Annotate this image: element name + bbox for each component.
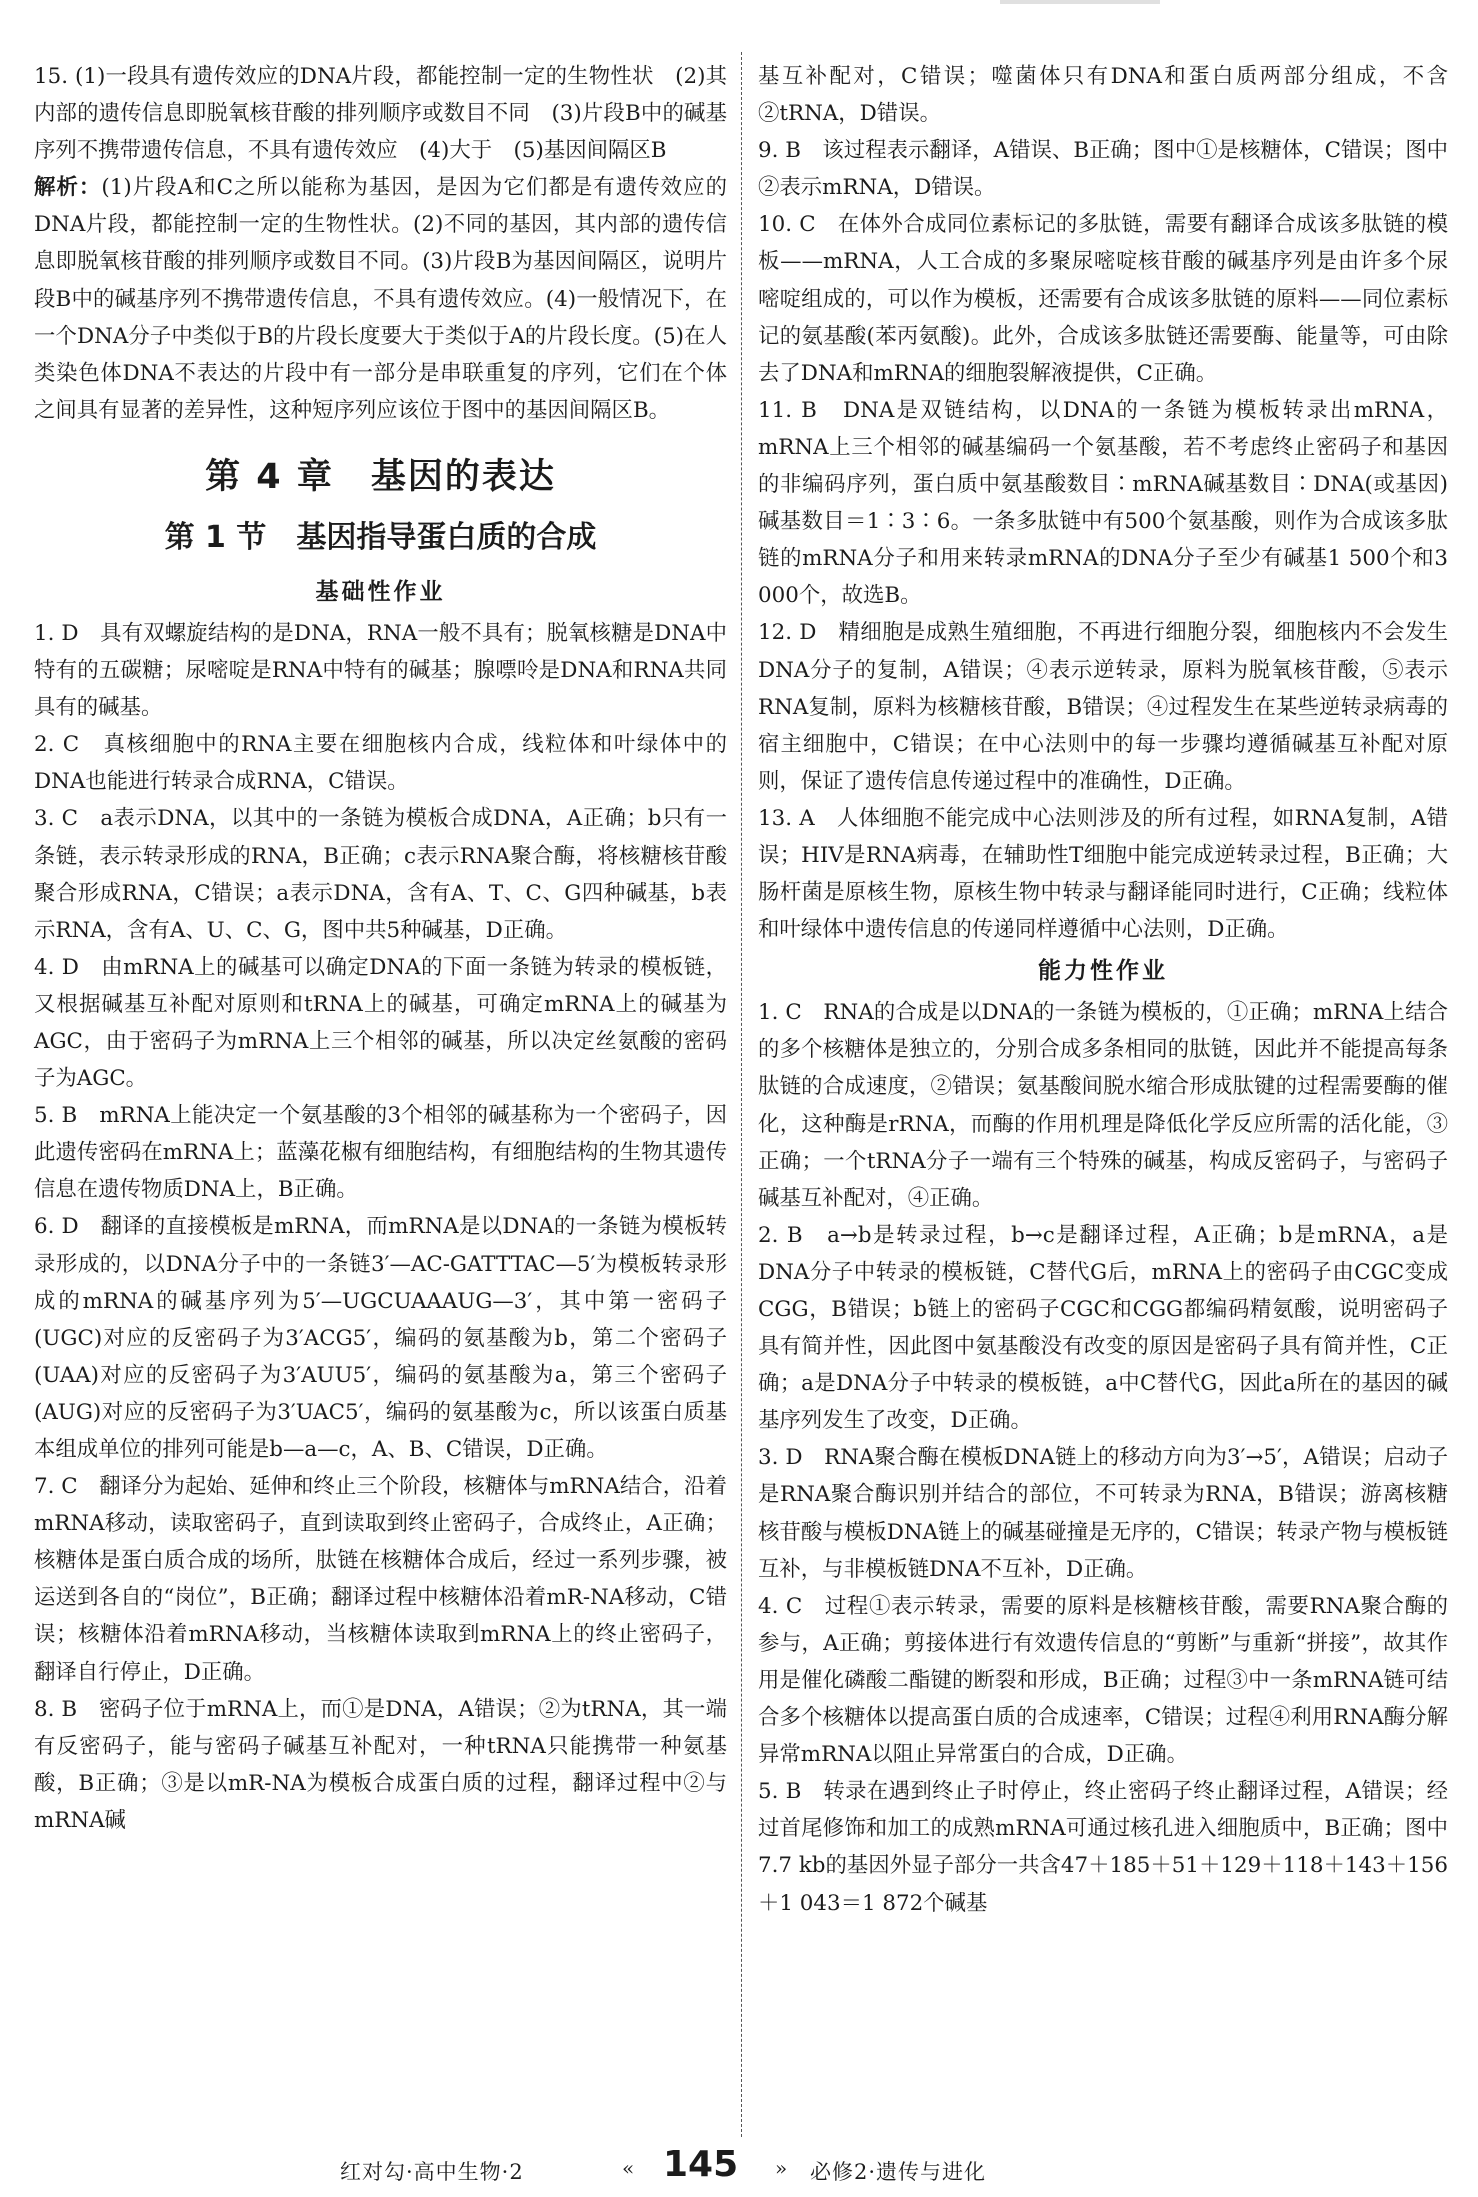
- basic-answer-9: 9. B 该过程表示翻译，A错误、B正确；图中①是核糖体，C错误；图中②表示mRNA，D错误。: [758, 138, 1448, 201]
- analysis-text: (1)片段A和C之所以能称为基因，是因为它们都是有遗传效应的DNA片段，都能控制一定的生物性状。(2)不同的基因，其内部的遗传信息即脱氧核苷酸的排列顺序或数目不同。(3)片段B为基因间隔区，说明片段B中的碱基序列不携带遗传信息，不具有遗传效应。(4)一般情况下，在一个DNA分子中类似于B的片段长度要大于类似于A的片段长度。(5)在人类染色体DNA不表达的片段中有一部分是串联重复的序列，它们在个体之间具有显著的差异性，这种短序列应该位于图中的基因间隔区B。: [34, 175, 727, 423]
- footer-book-title: 红对勾·高中生物·2: [340, 2160, 524, 2184]
- column-divider: [741, 52, 742, 2137]
- section-title: 第 1 节 基因指导蛋白质的合成: [164, 519, 597, 555]
- answer-15-analysis: [34, 169, 727, 429]
- ability-answer-1: 1. C RNA的合成是以DNA的一条链为模板的，①正确；mRNA上结合的多个核糖体是独立的，分别合成多条相同的肽链，因此并不能提高每条肽链的合成速度，②错误；氨基酸间脱水缩合形成肽键的过程需要酶的催化，这种酶是rRNA，而酶的作用机理是降低化学反应所需的活化能，③正确；一个tRNA分子一端有三个特殊的碱基，构成反密码子，与密码子碱基互补配对，④正确。: [758, 1000, 1448, 1211]
- ability-answer-3: 3. D RNA聚合酶在模板DNA链上的移动方向为3′→5′，A错误；启动子是RNA聚合酶识别并结合的部位，不可转录为RNA，B错误；游离核糖核苷酸与模板DNA链上的碱基碰撞是无序的，C错误；转录产物与模板链互补，与非模板链DNA不互补，D正确。: [758, 1445, 1448, 1582]
- ability-answer-5: 5. B 转录在遇到终止子时停止，终止密码子终止翻译过程，A错误；经过首尾修饰和加工的成熟mRNA可通过核孔进入细胞质中，B正确；图中7.7 kb的基因外显子部分一共含47＋185＋51＋129＋118＋143＋156＋1 043＝1 872个碱基: [758, 1779, 1448, 1916]
- basic-answer-7: 7. C 翻译分为起始、延伸和终止三个阶段，核糖体与mRNA结合，沿着mRNA移动，读取密码子，直到读取到终止密码子，合成终止，A正确；核糖体是蛋白质合成的场所，肽链在核糖体合成后，经过一系列步骤，被运送到各自的“岗位”，B正确；翻译过程中核糖体沿着mR-NA移动，C错误；核糖体沿着mRNA移动，当核糖体读取到mRNA上的终止密码子，翻译自行停止，D正确。: [34, 1474, 727, 1685]
- basic-answer-13: 13. A 人体细胞不能完成中心法则涉及的所有过程，如RNA复制，A错误；HIV是RNA病毒，在辅助性T细胞中能完成逆转录过程，B正确；大肠杆菌是原核生物，原核生物中转录与翻译能同时进行，C正确；线粒体和叶绿体中遗传信息的传递同样遵循中心法则，D正确。: [758, 805, 1448, 943]
- basic-answer-8-continued: 基互补配对，C错误；噬菌体只有DNA和蛋白质两部分组成，不含②tRNA，D错误。: [758, 64, 1448, 127]
- basic-answer-6: 6. D 翻译的直接模板是mRNA，而mRNA是以DNA的一条链为模板转录形成的，以DNA分子中的一条链3′—AC-GATTTAC—5′为模板转录形成的mRNA的碱基序列为5′—UGCUAAAUG—3′，其中第一密码子(UGC)对应的反密码子为3′ACG5′，编码的氨基酸为b，第二个密码子(UAA)对应的反密码子为3′AUU5′，编码的氨基酸为a，第三个密码子(AUG)对应的反密码子为3′UAC5′，编码的氨基酸为c，所以该蛋白质基本组成单位的排列可能是b—a—c，A、B、C错误，D正确。: [34, 1214, 727, 1462]
- scan-edge-mark: [1000, 0, 1160, 4]
- basic-answer-2: 2. C 真核细胞中的RNA主要在细胞核内合成，线粒体和叶绿体中的DNA也能进行转录合成RNA，C错误。: [34, 732, 727, 795]
- ability-answer-4: 4. C 过程①表示转录，需要的原料是核糖核苷酸，需要RNA聚合酶的参与，A正确；剪接体进行有效遗传信息的“剪断”与重新“拼接”，故其作用是催化磷酸二酯键的断裂和形成，B正确；过程③中一条mRNA链可结合多个核糖体以提高蛋白质的合成速率，C错误；过程④利用RNA酶分解异常mRNA以阻止异常蛋白的合成，D正确。: [758, 1593, 1448, 1768]
- basic-answer-1: 1. D 具有双螺旋结构的是DNA，RNA一般不具有；脱氧核糖是DNA中特有的五碳糖；尿嘧啶是RNA中特有的碱基；腺嘌呤是DNA和RNA共同具有的碱基。: [34, 620, 727, 721]
- page-footer: [0, 2146, 1478, 2186]
- basic-answer-3: 3. C a表示DNA，以其中的一条链为模板合成DNA，A正确；b只有一条链，表示转录形成的RNA，B正确；c表示RNA聚合酶，将核糖核苷酸聚合形成RNA，C错误；a表示DNA，含有A、T、C、G四种碱基，b表示RNA，含有A、U、C、G，图中共5种碱基，D正确。: [34, 806, 727, 943]
- chapter-title: 第 4 章 基因的表达: [205, 456, 556, 497]
- basic-answer-10: 10. C 在体外合成同位素标记的多肽链，需要有翻译合成该多肽链的模板——mRNA，人工合成的多聚尿嘧啶核苷酸的碱基序列是由许多个尿嘧啶组成的，可以作为模板，还需要有合成该多肽链的原料——同位素标记的氨基酸(苯丙氨酸)。此外，合成该多肽链还需要酶、能量等，可由除去了DNA和mRNA的细胞裂解液提供，C正确。: [758, 212, 1448, 386]
- footer-close-guillemet: »: [775, 2156, 788, 2180]
- left-column: [34, 58, 727, 1839]
- basic-answer-5: 5. B mRNA上能决定一个氨基酸的3个相邻的碱基称为一个密码子，因此遗传密码在mRNA上；蓝藻花椒有细胞结构，有细胞结构的生物其遗传信息在遗传物质DNA上，B正确。: [34, 1103, 727, 1203]
- basic-answer-4: 4. D 由mRNA上的碱基可以确定DNA的下面一条链为转录的模板链，又根据碱基互补配对原则和tRNA上的碱基，可确定mRNA上的碱基为AGC，由于密码子为mRNA上三个相邻的碱基，所以决定丝氨酸的密码子为AGC。: [34, 954, 727, 1092]
- basic-answer-11: 11. B DNA是双链结构，以DNA的一条链为模板转录出mRNA，mRNA上三个相邻的碱基编码一个氨基酸，若不考虑终止密码子和基因的非编码序列，蛋白质中氨基酸数目∶mRNA碱基数目∶DNA(或基因)碱基数目＝1∶3∶6。一条多肽链中有500个氨基酸，则作为合成该多肽链的mRNA分子和用来转录mRNA的DNA分子至少有碱基1 500个和3 000个，故选B。: [758, 397, 1448, 609]
- answer-15: 15. (1)一段具有遗传效应的DNA片段，都能控制一定的生物性状 (2)其内部的遗传信息即脱氧核苷酸的排列顺序或数目不同 (3)片段B中的碱基序列不携带遗传信息，不具有遗传效应 (4)大于 (5)基因间隔区B: [34, 64, 727, 164]
- right-column: [758, 58, 1448, 1922]
- ability-answer-2: 2. B a→b是转录过程，b→c是翻译过程，A正确；b是mRNA，a是DNA分子中转录的模板链，C替代G后，mRNA上的密码子由CGC变成CGG，B错误；b链上的密码子CGC和CGG都编码精氨酸，说明密码子具有简并性，因此图中氨基酸没有改变的原因是密码子具有简并性，C正确；a是DNA分子中转录的模板链，a中C替代G，因此a所在的基因的碱基序列发生了改变，D正确。: [758, 1222, 1448, 1434]
- basic-answer-8: 8. B 密码子位于mRNA上，而①是DNA，A错误；②为tRNA，其一端有反密码子，能与密码子碱基互补配对，一种tRNA只能携带一种氨基酸，B正确；③是以mR-NA为模板合成蛋白质的过程，翻译过程中②与mRNA碱: [34, 1696, 727, 1833]
- page-number: 145: [663, 2144, 739, 2185]
- footer-volume-title: 必修2·遗传与进化: [810, 2160, 987, 2184]
- ability-homework-title: 能力性作业: [1038, 958, 1168, 985]
- basic-homework-title: 基础性作业: [315, 578, 446, 605]
- footer-open-guillemet: «: [622, 2156, 635, 2180]
- analysis-label: 解析：: [34, 175, 102, 201]
- basic-answer-12: 12. D 精细胞是成熟生殖细胞，不再进行细胞分裂，细胞核内不会发生DNA分子的复制，A错误；④表示逆转录，原料为脱氧核苷酸，⑤表示RNA复制，原料为核糖核苷酸，B错误；④过程发生在某些逆转录病毒的宿主细胞中，C错误；在中心法则中的每一步骤均遵循碱基互补配对原则，保证了遗传信息传递过程中的准确性，D正确。: [758, 620, 1448, 794]
